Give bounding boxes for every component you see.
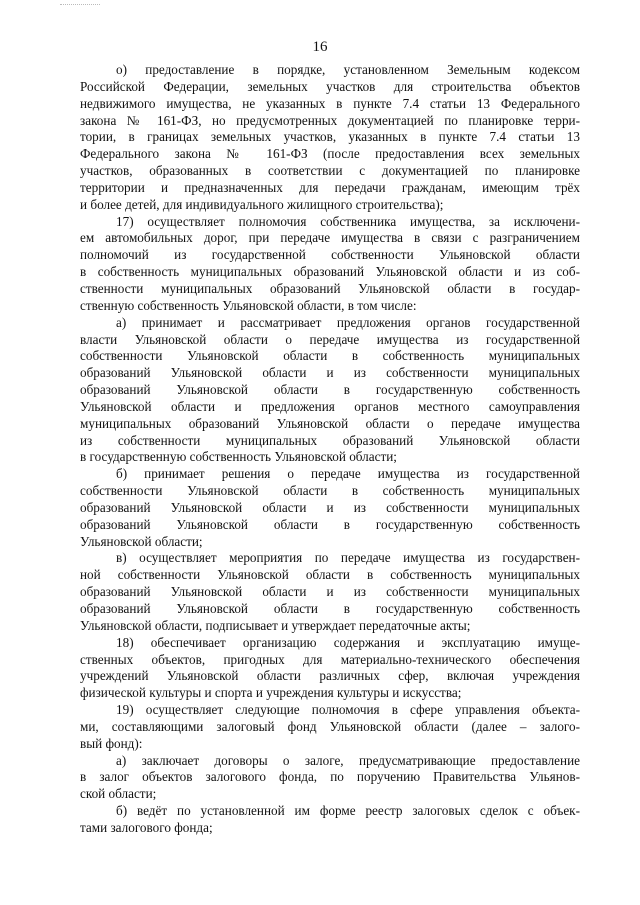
text-line: закона № 161-ФЗ, но предусмотренных документацией по планировке терри- bbox=[80, 112, 580, 128]
text-line: и более детей, для индивидуального жилищного строительства); bbox=[80, 196, 444, 212]
scan-artifact bbox=[60, 4, 100, 7]
text-line: тории, в границах земельных участков, указанных в пункте 7.4 статьи 13 bbox=[80, 129, 580, 145]
text-line: Ульяновской области; bbox=[80, 533, 203, 549]
text-line: в государственную собственность Ульяновской области; bbox=[80, 449, 397, 465]
text-line: б) принимает решения о передаче имущества из государственной bbox=[116, 466, 580, 482]
text-line: участков, образованных в соответствии с документацией по планировке bbox=[80, 163, 580, 179]
text-line: о) предоставление в порядке, установленном Земельным кодексом bbox=[116, 62, 580, 77]
text-line: образований Ульяновской области и из собственности муниципальных bbox=[80, 365, 580, 381]
text-line: учреждений Ульяновской области различных сфер, включая учреждения bbox=[80, 668, 580, 684]
paragraph bbox=[80, 550, 580, 634]
text-line: 17) осуществляет полномочия собственника имущества, за исключени- bbox=[116, 213, 580, 229]
text-line: ственных объектов, пригодных для материально-технического обеспечения bbox=[80, 651, 580, 667]
text-line: ственности муниципальных образований Ульяновской области в государ- bbox=[80, 280, 580, 296]
text-line: из собственности муниципальных образований Ульяновской области bbox=[80, 432, 580, 448]
text-line: недвижимого имущества, не указанных в пункте 7.4 статьи 13 Федерального bbox=[80, 95, 580, 111]
text-line: Федерального закона № 161-ФЗ (после предоставления всех земельных bbox=[80, 146, 580, 162]
text-line: 18) обеспечивает организацию содержания и эксплуатацию имуще- bbox=[116, 634, 580, 650]
text-line: полномочий из государственной собственности Ульяновской области bbox=[80, 247, 580, 263]
paragraph bbox=[80, 635, 580, 702]
text-line: в залог объектов залогового фонда, по поручению Правительства Ульянов- bbox=[80, 769, 580, 785]
text-line: образований Ульяновской области в государственную собственность bbox=[80, 601, 580, 616]
paragraph bbox=[80, 702, 580, 753]
text-line: физической культуры и спорта и учреждения культуры и искусства; bbox=[80, 685, 462, 701]
paragraph bbox=[80, 214, 580, 315]
text-line: 19) осуществляет следующие полномочия в сфере управления объекта- bbox=[116, 702, 580, 718]
paragraph bbox=[80, 466, 580, 550]
text-line: ем автомобильных дорог, при передаче имущества в связи с разграничением bbox=[80, 230, 580, 246]
text-line: ной собственности Ульяновской области в собственность муниципальных bbox=[80, 567, 580, 583]
text-line: территории и предназначенных для передачи гражданам, имеющим трёх bbox=[80, 179, 580, 195]
text-line: собственности Ульяновской области в собственность муниципальных bbox=[80, 483, 580, 499]
text-line: муниципальных образований Ульяновской области о передаче имущества bbox=[80, 415, 580, 431]
text-line: ственную собственность Ульяновской области, в том числе: bbox=[80, 297, 417, 313]
text-line: власти Ульяновской области о передаче имущества из государственной bbox=[80, 331, 580, 347]
document-body bbox=[80, 62, 580, 837]
text-line: образований Ульяновской области и из собственности муниципальных bbox=[80, 584, 580, 600]
page-number: 16 bbox=[312, 39, 328, 55]
text-line: Ульяновской области и предложения органов местного самоуправления bbox=[80, 398, 580, 414]
text-line: образований Ульяновской области и из собственности муниципальных bbox=[80, 499, 580, 515]
text-line: тами залогового фонда; bbox=[80, 819, 213, 835]
paragraph bbox=[80, 62, 580, 214]
text-line: а) заключает договоры о залоге, предусматривающие предоставление bbox=[116, 752, 580, 768]
text-line: а) принимает и рассматривает предложения органов государственной bbox=[116, 314, 580, 330]
text-line: образований Ульяновской области в государственную собственность bbox=[80, 516, 580, 532]
text-line: б) ведёт по установленной им форме реестр залоговых сделок с объек- bbox=[116, 803, 580, 819]
paragraph bbox=[80, 803, 580, 837]
text-line: ской области; bbox=[80, 786, 157, 802]
text-line: ми, составляющими залоговый фонд Ульяновской области (далее – залого- bbox=[80, 718, 580, 734]
text-line: вый фонд): bbox=[80, 735, 143, 751]
paragraph bbox=[80, 315, 580, 467]
text-line: в) осуществляет мероприятия по передаче имущества из государствен- bbox=[116, 550, 580, 566]
text-line: Российской Федерации, земельных участков для строительства объектов bbox=[80, 78, 580, 94]
text-line: в собственность муниципальных образований Ульяновской области и из соб- bbox=[80, 264, 580, 280]
text-line: Ульяновской области, подписывает и утверждает передаточные акты; bbox=[80, 617, 471, 633]
text-line: образований Ульяновской области в государственную собственность bbox=[80, 382, 580, 398]
text-line: собственности Ульяновской области в собственность муниципальных bbox=[80, 348, 580, 364]
paragraph bbox=[80, 753, 580, 804]
